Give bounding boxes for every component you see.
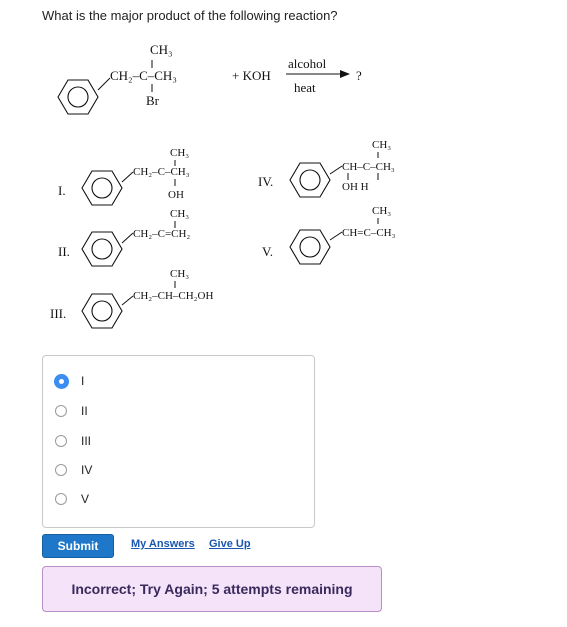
svg-text:CH=C–CH₃: CH=C–CH₃ xyxy=(342,227,396,239)
submit-button[interactable]: Submit xyxy=(42,534,114,558)
benzene-ring-icon xyxy=(290,163,330,197)
structure-III xyxy=(50,268,213,328)
choice-V[interactable] xyxy=(55,489,89,509)
product-unknown: ? xyxy=(356,68,362,83)
benzene-ring-icon xyxy=(58,80,98,114)
benzene-ring-icon xyxy=(82,171,122,205)
structure-II-label: II. xyxy=(58,244,70,259)
svg-text:CH₃: CH₃ xyxy=(170,147,190,159)
reactant-ch3: CH₃ xyxy=(150,42,173,57)
choice-label: III xyxy=(81,434,92,448)
svg-text:CH₃: CH₃ xyxy=(372,205,392,217)
choice-label: V xyxy=(81,492,90,506)
svg-text:CH–C–CH₃: CH–C–CH₃ xyxy=(342,161,395,173)
question-text: What is the major product of the following reaction? xyxy=(42,8,338,23)
svg-text:CH₂–CH–CH₂OH: CH₂–CH–CH₂OH xyxy=(133,290,214,302)
choice-II[interactable] xyxy=(55,401,88,421)
radio-icon[interactable] xyxy=(55,405,67,417)
structure-I xyxy=(58,147,190,205)
svg-text:CH₃: CH₃ xyxy=(372,139,392,151)
reagent-koh: + KOH xyxy=(232,68,271,83)
svg-text:CH₃: CH₃ xyxy=(170,268,190,280)
benzene-ring-icon xyxy=(82,232,122,266)
give-up-link[interactable]: Give Up xyxy=(209,538,251,550)
reactant-structure xyxy=(58,42,362,114)
svg-text:CH₃: CH₃ xyxy=(170,208,190,220)
structure-IV-label: IV. xyxy=(258,174,274,189)
structure-V-label: V. xyxy=(262,244,273,259)
radio-icon[interactable] xyxy=(55,493,67,505)
svg-text:CH₂–C=CH₂: CH₂–C=CH₂ xyxy=(133,228,191,240)
radio-icon[interactable] xyxy=(55,464,67,476)
arrow-top-label: alcohol xyxy=(288,56,327,71)
reactant-chain: CH₂–C–CH₃ xyxy=(110,68,177,83)
structure-II xyxy=(58,208,190,266)
radio-icon[interactable] xyxy=(55,435,67,447)
choice-IV[interactable] xyxy=(55,460,92,480)
svg-text:OH H: OH H xyxy=(342,181,369,193)
structure-III-label: III. xyxy=(50,306,67,321)
choice-I[interactable] xyxy=(55,371,84,391)
structure-V xyxy=(262,205,396,264)
benzene-ring-icon xyxy=(82,294,122,328)
svg-text:OH: OH xyxy=(168,189,184,201)
structure-IV xyxy=(258,139,395,197)
structure-I-label: I. xyxy=(58,183,66,198)
arrow-bottom-label: heat xyxy=(294,80,316,95)
choice-label: II xyxy=(81,404,88,418)
answer-choices-panel xyxy=(42,355,315,528)
svg-text:CH₂–C–CH₃: CH₂–C–CH₃ xyxy=(133,166,190,178)
choice-label: IV xyxy=(81,463,93,477)
choice-label: I xyxy=(81,374,85,388)
my-answers-link[interactable]: My Answers xyxy=(131,538,195,550)
benzene-ring-icon xyxy=(290,230,330,264)
reaction-arrow-icon xyxy=(340,70,350,78)
feedback-message: Incorrect; Try Again; 5 attempts remaining xyxy=(42,566,382,612)
radio-selected-icon[interactable] xyxy=(54,374,69,389)
choice-III[interactable] xyxy=(55,431,91,451)
reactant-br: Br xyxy=(146,93,159,108)
